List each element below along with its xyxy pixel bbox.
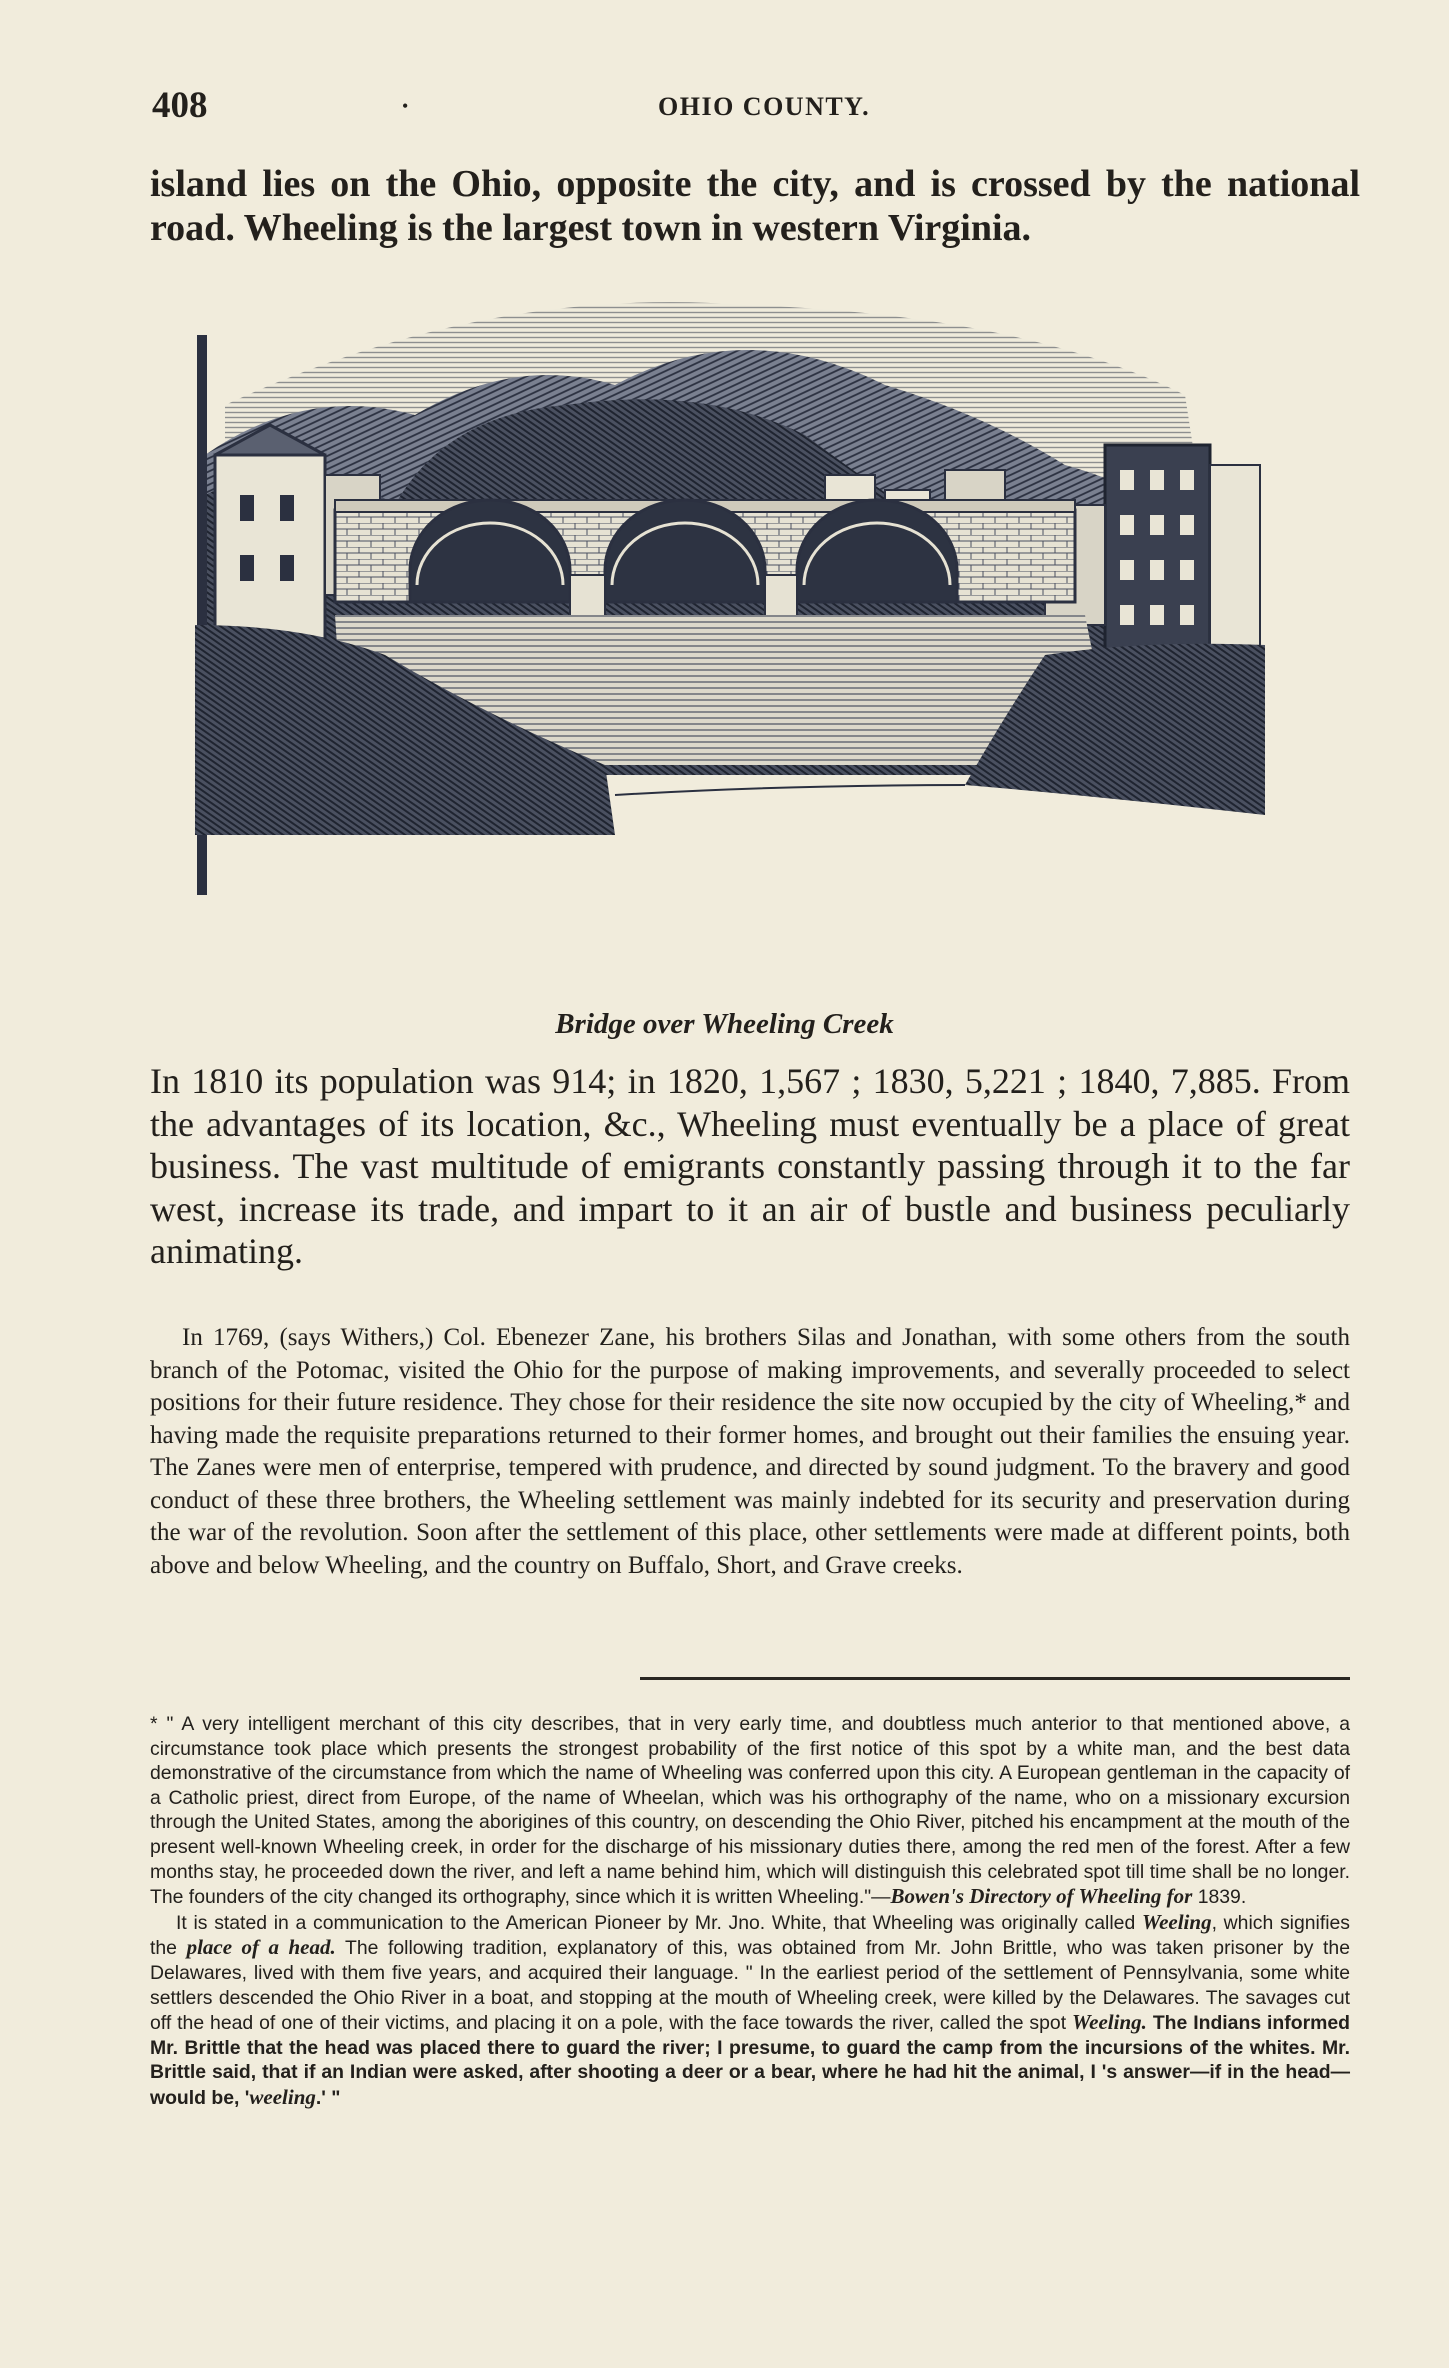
figure-caption: Bridge over Wheeling Creek bbox=[555, 1008, 894, 1040]
footnote-1-text: * " A very intelligent merchant of this city describes, that in very early time, and doubtless much anterior to that mentioned above, a circumstance took place which presents the strongest probability of the first notice of this spot by a white man, and the best data demonstrative of the circumstance from which the name of Wheeling was conferred upon this city. A European gentleman in the capacity of a Catholic priest, direct from Europe, of the name of Wheelan, which was his orthography of the name, who on a missionary excursion through the United States, among the aborigines of this country, on descending the Ohio River, pitched his encampment at the mouth of the present well-known Wheeling creek, in order for the discharge of his missionary duties there, among the red men of the forest. After a few months stay, he proceeded down the river, and left a name behind him, which will distinguish this celebrated spot till time shall be no longer. The founders of the city changed its orthography, since which it is written Wheeling."— bbox=[150, 1713, 1350, 1909]
footnote-2-term-weeling: Weeling bbox=[1141, 1909, 1212, 1934]
footnote-1-citation: Bowen's Directory of Wheeling for bbox=[890, 1884, 1193, 1909]
population-paragraph: In 1810 its population was 914; in 1820, 1,567 ; 1830, 5,221 ; 1840, 7,885. From the advantages of its location, &c., Wheeling must eventually be a place of great business. The vast multitude of emigrants constantly passing through it to the far west, increase its trade, and impart to it an air of bustle and business peculiarly animating. bbox=[150, 1061, 1350, 1272]
running-head: OHIO COUNTY. bbox=[658, 92, 871, 121]
bridge-arches bbox=[410, 500, 957, 602]
footnote-2-term-weeling-3: weeling bbox=[249, 2084, 316, 2109]
page-number: 408 bbox=[152, 85, 208, 126]
page-header bbox=[152, 84, 1352, 134]
footnote-2-term-weeling-2: Weeling. bbox=[1072, 2010, 1147, 2035]
footnote-2-part-1: It is stated in a communication to the American Pioneer by Mr. Jno. White, that Wheeling was originally called bbox=[176, 1911, 1136, 1934]
footnote-2-part-4: The Indians informed Mr. Brittle that the head was placed there to guard the river; I presume, to guard the camp from the incursions of the whites. Mr. Brittle said, that if an Indian were asked, after shooting a deer or a bear, where he had hit the animal, I 's answer—if in the head—would be, ' bbox=[150, 2012, 1350, 2109]
footnote-2-term-place-of-a-head: place of a head. bbox=[186, 1935, 336, 1960]
footnote-1 bbox=[150, 1712, 1350, 1910]
footnotes bbox=[150, 1712, 1350, 2111]
footnote-2 bbox=[150, 1910, 1350, 2111]
footnote-2-part-2: , which signifies the bbox=[150, 1911, 1351, 1960]
intro-paragraph: island lies on the Ohio, opposite the city, and is crossed by the national road. Wheeling is the largest town in western Virginia. bbox=[150, 163, 1360, 249]
footnote-rule bbox=[640, 1677, 1350, 1680]
bridge-engraving bbox=[185, 295, 1295, 995]
left-building bbox=[215, 455, 325, 640]
footnote-1-year: 1839. bbox=[1197, 1886, 1247, 1909]
footnote-2-part-5: .' " bbox=[315, 2086, 341, 2109]
footnote-2-part-3: The following tradition, explanatory of this, was obtained from Mr. John Brittle, who was taken prisoner by the Delawares, lived with them five years, and acquired their language. " In the earliest period of the settlement of Pennsylvania, some white settlers descended the Ohio River in a boat, and stopping at the mouth of Wheeling creek, were killed by the Delawares. The savages cut off the head of one of their victims, and placing it on a pole, with the face towards the river, called the spot bbox=[150, 1937, 1350, 2035]
header-dot: • bbox=[402, 96, 409, 116]
history-paragraph: In 1769, (says Withers,) Col. Ebenezer Zane, his brothers Silas and Jonathan, with some others from the south branch of the Potomac, visited the Ohio for the purpose of making improvements, and severally proceeded to select positions for their future residence. They chose for their residence the site now occupied by the city of Wheeling,* and having made the requisite preparations returned to their former homes, and brought out their families the ensuing year. The Zanes were men of enterprise, tempered with prudence, and directed by sound judgment. To the bravery and good conduct of these three brothers, the Wheeling settlement was mainly indebted for its security and preservation during the war of the revolution. Soon after the settlement of this place, other settlements were made at different points, both above and below Wheeling, and the country on Buffalo, Short, and Grave creeks. bbox=[150, 1324, 1350, 1579]
